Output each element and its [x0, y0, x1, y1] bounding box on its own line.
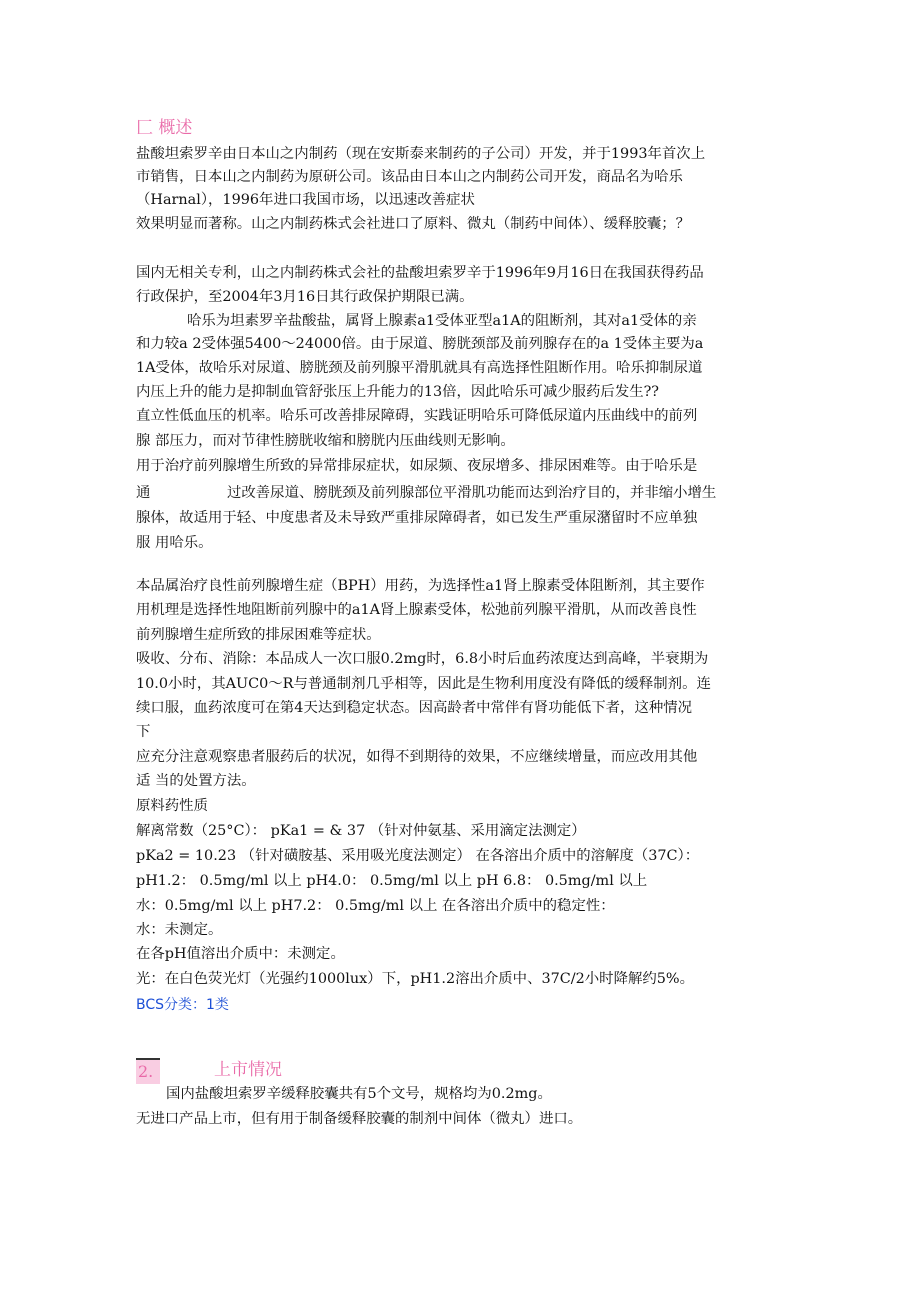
- paragraph-line: 本品属治疗良性前列腺增生症（BPH）用药，为选择性a1肾上腺素受体阻断剂，其主要作: [136, 578, 705, 594]
- paragraph-line: 腺 部压力，而对节律性膀胱收缩和膀胱内压曲线则无影响。: [136, 433, 515, 449]
- paragraph-line: 内压上升的能力是抑制血管舒张压上升能力的13倍，因此哈乐可减少服药后发生??: [136, 384, 660, 400]
- paragraph-line: 哈乐为坦素罗辛盐酸盐，属肾上腺素a1受体亚型a1A的阻断剂，其对a1受体的亲: [187, 313, 697, 329]
- paragraph-line: 水：0.5mg/ml 以上 pH7.2： 0.5mg/ml 以上 在各溶出介质中的稳定性：: [136, 898, 615, 914]
- paragraph-line: 过改善尿道、膀胱颈及前列腺部位平滑肌功能而达到治疗目的，并非缩小增生: [227, 485, 717, 501]
- paragraph-line: 解离常数（25°C）： pKa1 = & 37 （针对仲氨基、采用滴定法测定）: [136, 823, 586, 839]
- paragraph-line: 用于治疗前列腺增生所致的异常排尿症状，如尿频、夜尿增多、排尿困难等。由于哈乐是: [136, 458, 698, 474]
- section-heading-overview: 匚 概述: [136, 118, 193, 138]
- paragraph-line: 水：未测定。: [136, 922, 223, 938]
- paragraph-line: 服 用哈乐。: [136, 535, 213, 551]
- paragraph-line: 腺体，故适用于轻、中度患者及未导致严重排尿障碍者，如已发生严重尿潴留时不应单独: [136, 510, 698, 526]
- bcs-classification: BCS分类：1类: [136, 997, 229, 1013]
- paragraph-line: 效果明显而著称。山之内制药株式会社进口了原料、微丸（制药中间体）、缓释胶囊；？: [136, 216, 691, 232]
- section-number: 2.: [136, 1058, 160, 1084]
- paragraph-line: 应充分注意观察患者服药后的状况，如得不到期待的效果，不应继续增量，而应改用其他: [136, 749, 698, 765]
- paragraph-line: 和力较a 2受体强5400～24000倍。由于尿道、膀胱颈部及前列腺存在的a 1受体主要为a: [136, 336, 704, 352]
- paragraph-line: pH1.2： 0.5mg/ml 以上 pH4.0： 0.5mg/ml 以上 pH 6.8： 0.5mg/ml 以上: [136, 873, 648, 889]
- paragraph-line: 行政保护，至2004年3月16日其行政保护期限已满。: [136, 289, 474, 305]
- paragraph-line: 10.0小时，其AUC0～R与普通制剂几乎相等，因此是生物利用度没有降低的缓释制剂。连: [136, 676, 711, 692]
- section-heading-market: 上市情况: [214, 1060, 282, 1080]
- paragraph-line: 前列腺增生症所致的排尿困难等症状。: [136, 627, 381, 643]
- paragraph-line: 国内无相关专利，山之内制药株式会社的盐酸坦索罗辛于1996年9月16日在我国获得药品: [136, 265, 704, 281]
- paragraph-line: 适 当的处置方法。: [136, 773, 256, 789]
- paragraph-line: 用机理是选择性地阻断前列腺中的a1A肾上腺素受体，松弛前列腺平滑肌，从而改善良性: [136, 602, 697, 618]
- paragraph-line: 下: [136, 724, 151, 740]
- paragraph-line: 无进口产品上市，但有用于制备缓释胶囊的制剂中间体（微丸）进口。: [136, 1111, 583, 1127]
- paragraph-line: 1A受体，故哈乐对尿道、膀胱颈及前列腺平滑肌就具有高选择性阻断作用。哈乐抑制尿道: [136, 360, 703, 376]
- paragraph-line: （Harnal），1996年进口我国市场，以迅速改善症状: [136, 192, 475, 208]
- paragraph-line: pKa2 = 10.23 （针对磺胺基、采用吸光度法测定） 在各溶出介质中的溶解度（37C）：: [136, 848, 700, 864]
- paragraph-line: 国内盐酸坦索罗辛缓释胶囊共有5个文号，规格均为0.2mg。: [166, 1086, 552, 1102]
- paragraph-line: 吸收、分布、消除：本品成人一次口服0.2mg时，6.8小时后血药浓度达到高峰，半衰期为: [136, 651, 709, 667]
- paragraph-line: 市销售，日本山之内制药为原研公司。该品由日本山之内制药公司开发，商品名为哈乐: [136, 169, 683, 185]
- paragraph-line: 通: [136, 485, 151, 501]
- paragraph-line: 光：在白色荧光灯（光强约1000lux）下，pH1.2溶出介质中、37C/2小时降解约5%。: [136, 971, 694, 987]
- paragraph-line: 原料药性质: [136, 798, 208, 814]
- paragraph-line: 盐酸坦索罗辛由日本山之内制药（现在安斯泰来制药的子公司）开发，并于1993年首次上: [136, 146, 706, 162]
- paragraph-line: 在各pH值溶出介质中：未测定。: [136, 946, 345, 962]
- paragraph-line: 直立性低血压的机率。哈乐可改善排尿障碍，实践证明哈乐可降低尿道内压曲线中的前列: [136, 408, 698, 424]
- paragraph-line: 续口服，血药浓度可在第4天达到稳定状态。因高龄者中常伴有肾功能低下者，这种情况: [136, 700, 693, 716]
